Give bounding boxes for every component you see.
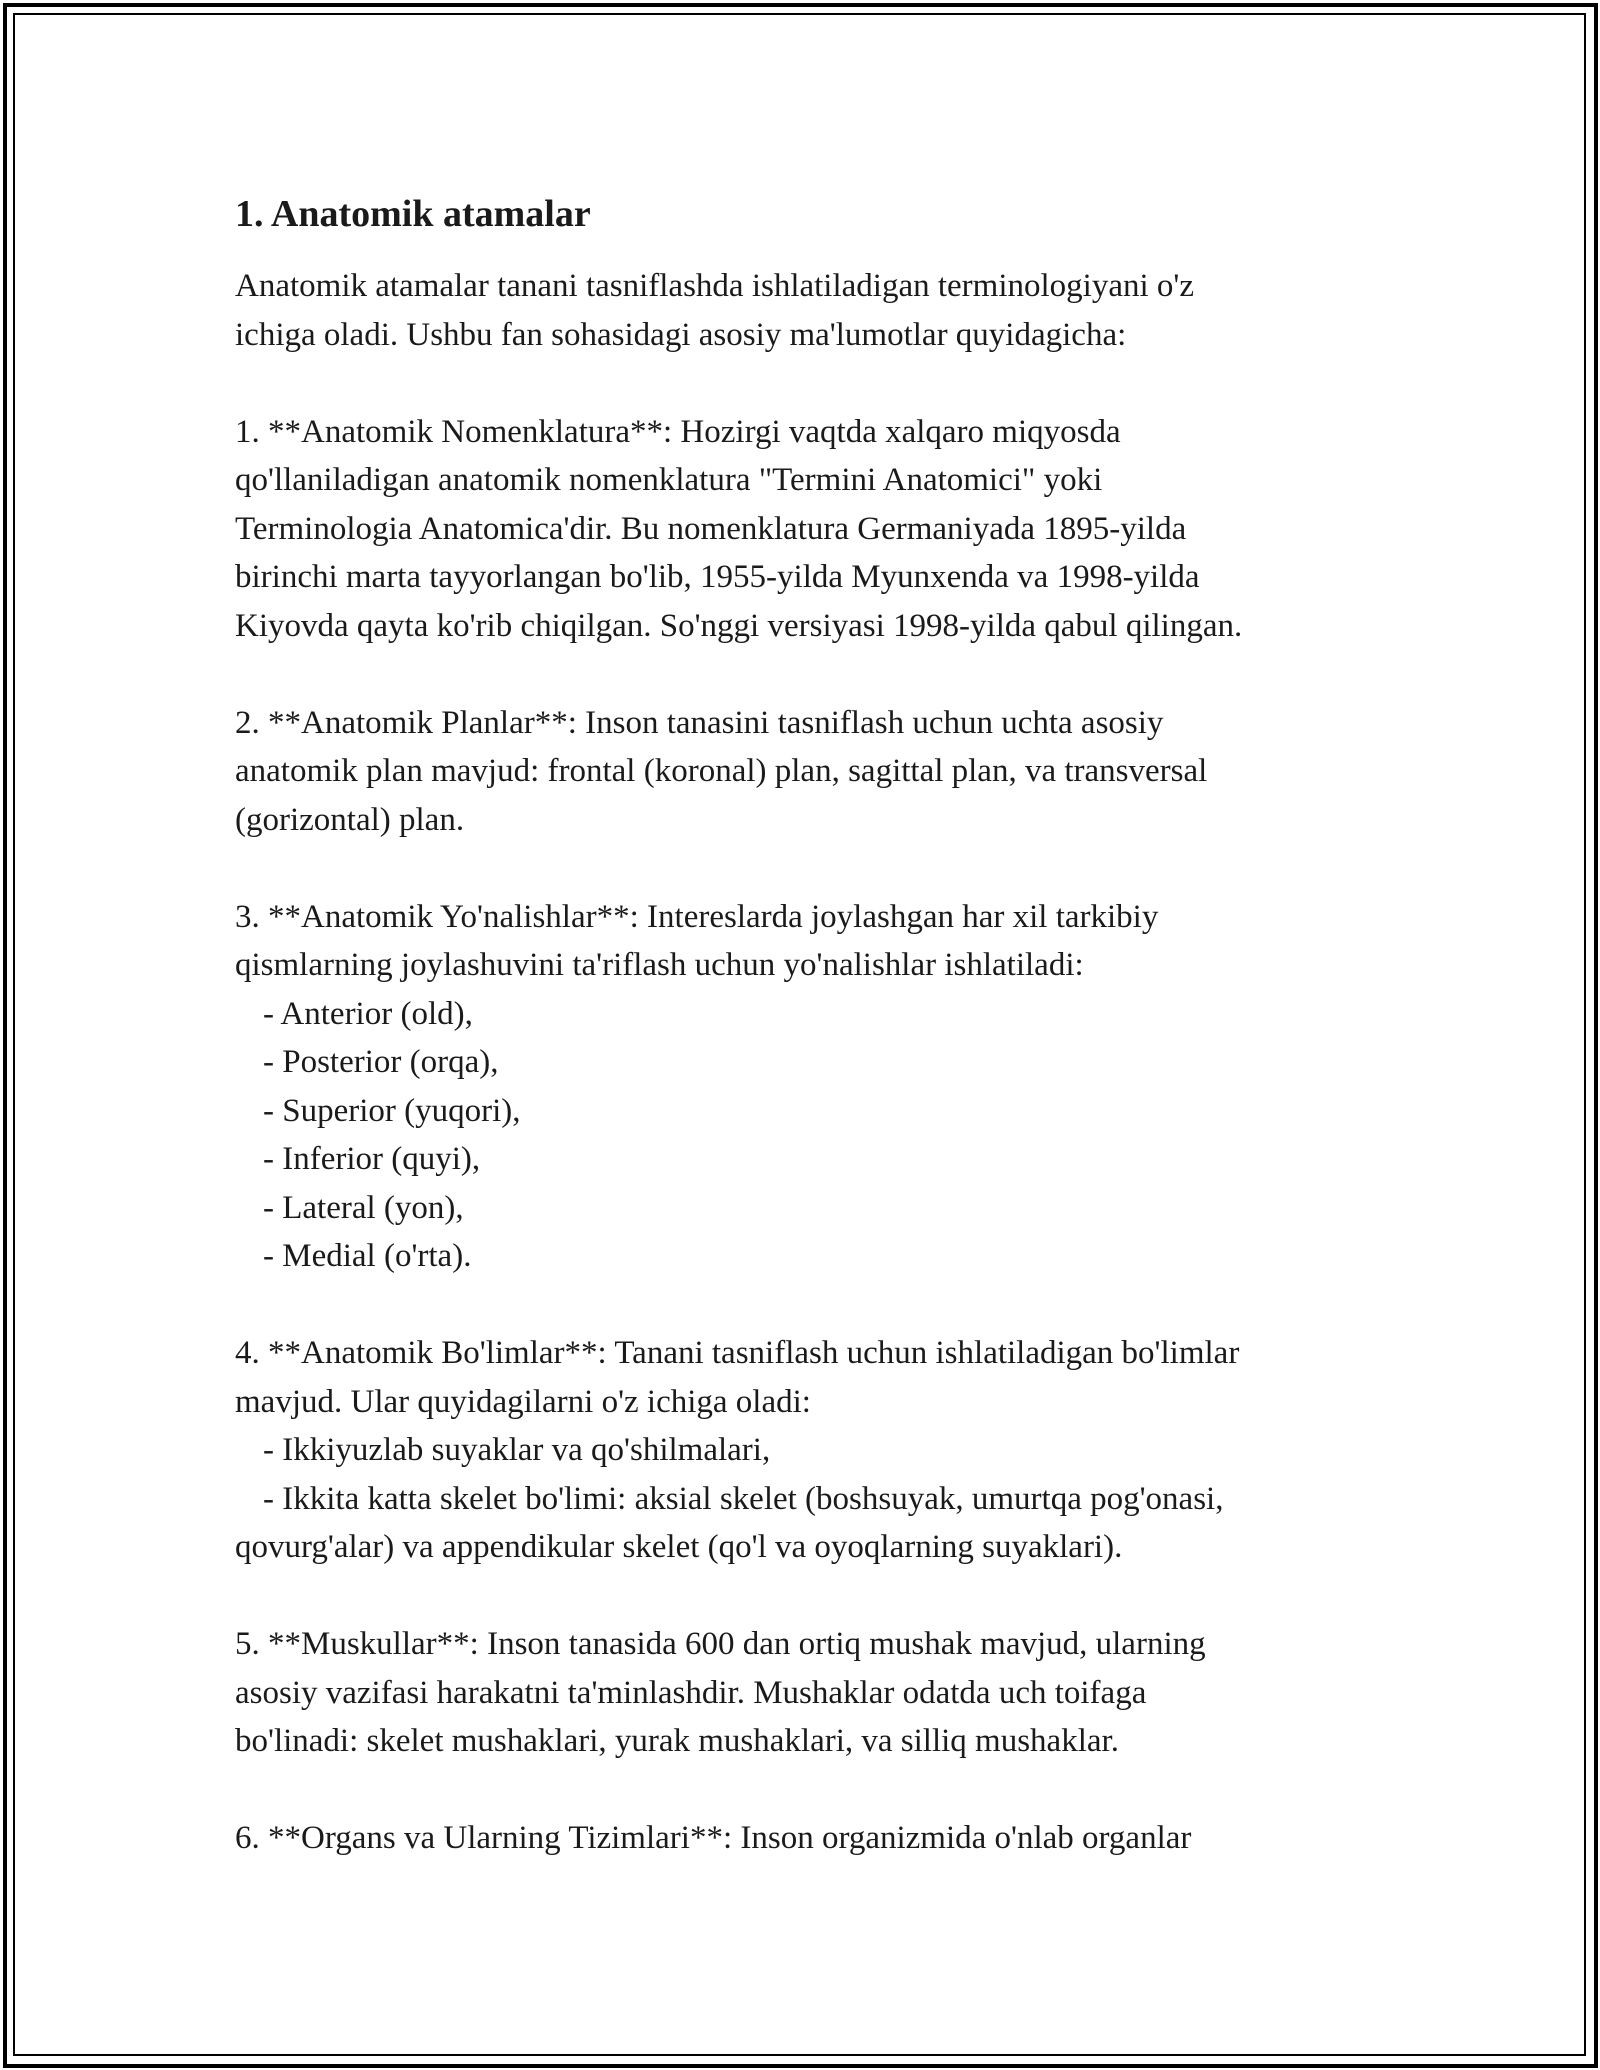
list-item: - Anterior (old), xyxy=(263,995,473,1032)
section-line: qo'llaniladigan anatomik nomenklatura "Termini Anatomici" yoki xyxy=(235,462,1103,498)
list-item: - Inferior (quyi), xyxy=(263,1141,481,1177)
document-title: 1. Anatomik atamalar xyxy=(235,193,591,235)
section-bolimlar xyxy=(235,1329,1385,1572)
paragraph-gap xyxy=(235,359,1385,408)
section-line: Kiyovda qayta ko'rib chiqilgan. So'nggi versiyasi 1998-yilda qabul qilingan. xyxy=(235,607,1243,644)
section-nomenklatura xyxy=(235,408,1385,651)
paragraph-gap xyxy=(235,1281,1385,1330)
list-item: - Lateral (yon), xyxy=(263,1189,464,1226)
list-item: - Ikkita katta skelet bo'limi: aksial skelet (boshsuyak, umurtqa pog'onasi, xyxy=(263,1480,1224,1517)
section-organlar xyxy=(235,1814,1385,1863)
section-planlar xyxy=(235,699,1385,845)
section-line: asosiy vazifasi harakatni ta'minlashdir. Mushaklar odatda uch toifaga xyxy=(235,1674,1147,1711)
intro-line: ichiga oladi. Ushbu fan sohasidagi asosiy ma'lumotlar quyidagicha: xyxy=(235,316,1127,353)
section-line: mavjud. Ular quyidagilarni o'z ichiga oladi: xyxy=(235,1383,811,1420)
paragraph-gap xyxy=(235,1572,1385,1621)
section-line: anatomik plan mavjud: frontal (koronal) plan, sagittal plan, va transversal xyxy=(235,753,1208,789)
section-yonalishlar xyxy=(235,893,1385,1281)
section-line: 6. **Organs va Ularning Tizimlari**: Inson organizmida o'nlab organlar xyxy=(235,1820,1192,1856)
section-line: 5. **Muskullar**: Inson tanasida 600 dan ortiq mushak mavjud, ularning xyxy=(235,1626,1206,1662)
section-line: bo'linadi: skelet mushaklari, yurak mushaklari, va silliq mushaklar. xyxy=(235,1723,1119,1759)
section-line: 3. **Anatomik Yo'nalishlar**: Intereslarda joylashgan har xil tarkibiy xyxy=(235,898,1159,935)
document-body xyxy=(235,188,1385,1863)
list-item: - Ikkiyuzlab suyaklar va qo'shilmalari, xyxy=(263,1432,771,1468)
paragraph-gap xyxy=(235,844,1385,893)
list-item: - Posterior (orqa), xyxy=(263,1044,499,1080)
section-line: birinchi marta tayyorlangan bo'lib, 1955-yilda Myunxenda va 1998-yilda xyxy=(235,559,1200,595)
section-line: (gorizontal) plan. xyxy=(235,801,465,838)
list-item: - Medial (o'rta). xyxy=(263,1238,472,1274)
paragraph-gap xyxy=(235,1766,1385,1815)
section-line: qovurg'alar) va appendikular skelet (qo'l va oyoqlarning suyaklari). xyxy=(235,1529,1123,1565)
section-line: Terminologia Anatomica'dir. Bu nomenklatura Germaniyada 1895-yilda xyxy=(235,510,1187,547)
intro-line: Anatomik atamalar tanani tasniflashda ishlatiladigan terminologiyani o'z xyxy=(235,268,1194,304)
section-line: 1. **Anatomik Nomenklatura**: Hozirgi vaqtda xalqaro miqyosda xyxy=(235,413,1121,450)
section-line: qismlarning joylashuvini ta'riflash uchun yo'nalishlar ishlatiladi: xyxy=(235,947,1084,983)
list-item: - Superior (yuqori), xyxy=(263,1092,521,1129)
section-line: 4. **Anatomik Bo'limlar**: Tanani tasniflash uchun ishlatiladigan bo'limlar xyxy=(235,1335,1240,1371)
section-line: 2. **Anatomik Planlar**: Inson tanasini tasniflash uchun uchta asosiy xyxy=(235,704,1164,741)
paragraph-gap xyxy=(235,650,1385,699)
section-muskullar xyxy=(235,1620,1385,1766)
intro-paragraph xyxy=(235,262,1385,359)
